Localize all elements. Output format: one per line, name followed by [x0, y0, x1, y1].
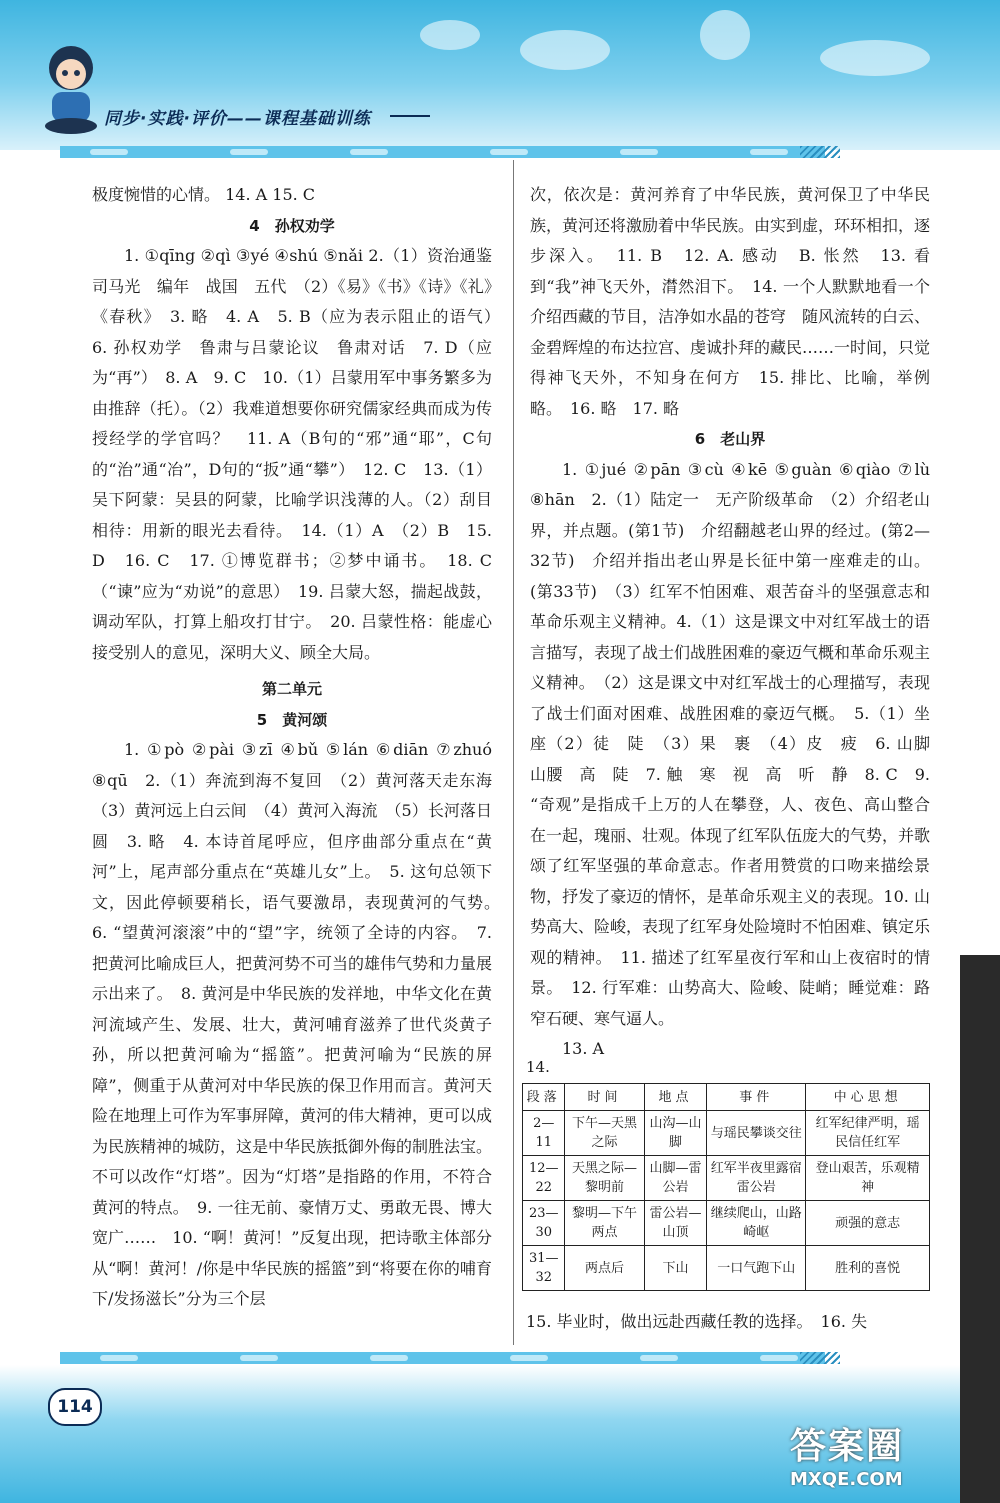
lesson-6-answers: 1. ①jué ②pān ③cù ④kē ⑤guàn ⑥qiào ⑦lù ⑧hān 2.（1）陆定一 无产阶级革命 （2）介绍老山界，并点题。(第1节) 介绍翻越老山界的经过。(第2—32节) 介绍并指出老山界是长征中第一座难走的山。(第33节) （3）红军不怕困难、艰苦奋斗的坚强意志和革命乐观主义精神。4.（1）这是课文中对红军战士的语言描写，表现了战士们战胜困难的豪迈气概和革命乐观主义精神。 （2）这是课文中对红军战士的心理描写，表现了战士们面对困难、战胜困难的豪迈气概。 5.（1）坐 座（2）徒 陡 （3）果 裹 （4）皮 疲 6. 山脚 山腰 高 陡 7. 触 寒 视 高 听 静 8. C 9. “奇观”是指成千上万的人在攀登，人、夜色、高山整合在一起，瑰丽、壮观。体现了红军队伍庞大的气势，并歌颂了红军坚强的革命意志。作者用赞赏的口吻来描绘景物，抒发了豪迈的情怀，是革命乐观主义的表现。10. 山势高大、险峻，表现了红军身处险境时不怕困难、镇定乐观的精神。 11. 描述了红军星夜行军和山上夜宿时的情景。 12. 行军难：山势高大、险峻、陡峭；睡觉难：路窄石硬、寒气逼人。 — [530, 459, 947, 1028]
series-title: 同步·实践·评价——课程基础训练 — [104, 109, 371, 129]
site-watermark — [790, 1418, 980, 1490]
table-cell: 两点后 — [565, 1246, 644, 1291]
table-header-cell: 时间 — [565, 1084, 644, 1111]
table-cell: 黎明—下午两点 — [565, 1201, 644, 1246]
table-cell: 12—22 — [523, 1156, 565, 1201]
watermark-site: MXQE.COM — [790, 1469, 903, 1490]
table-cell: 与瑶民攀谈交往 — [707, 1111, 806, 1156]
right-paragraph-1: 次，依次是：黄河养育了中华民族，黄河保卫了中华民族，黄河还将激励着中华民族。由实到虚，环环相扣，逐步深入。 11. B 12. A. 感动 B. 怅然 13. 看到“我”神飞天外，潸然泪下。 14. 一个人默默地看一个介绍西藏的节目，洁净如水晶的苍穹 随风流转的白云、金碧辉煌的布达拉宫、虔诚扑拜的藏民……一时间，只觉得神飞天外，不知身在何方 15. 排比、比喻，举例 略。 16. 略 17. 略 — [530, 185, 947, 418]
table-cell: 23—30 — [523, 1201, 565, 1246]
table-cell: 山脚—雷公岩 — [644, 1156, 707, 1201]
right-column — [530, 180, 947, 1065]
cartoon-mascot-icon — [40, 42, 102, 134]
table-cell: 继续爬山，山路崎岖 — [707, 1201, 806, 1246]
column-divider — [513, 160, 514, 1345]
unit-2-heading: 第二单元 — [261, 680, 322, 698]
table-cell: 雷公岩—山顶 — [644, 1201, 707, 1246]
table-cell: 红军纪律严明，瑶民信任红军 — [806, 1111, 930, 1156]
title-underline-arrow — [390, 115, 430, 117]
table-cell: 红军半夜里露宿雷公岩 — [707, 1156, 806, 1201]
lesson-5-answers: 1. ①pò ②pài ③zī ④bǔ ⑤lán ⑥diān ⑦zhuó ⑧qū 2.（1）奔流到海不复回 （2）黄河落天走东海 （3）黄河远上白云间 （4）黄河入海流 （5）长河落日圆 3. 略 4. 本诗首尾呼应，但序曲部分重点在“黄河”上，尾声部分重点在“英雄儿女”上。 5. 这句总领下文，因此停顿要稍长，语气要激昂，表现黄河的气势。 6. “望黄河滚滚”中的“望”字，统领了全诗的内容。 7. 把黄河比喻成巨人，把黄河势不可当的雄伟气势和力量展示出来了。 8. 黄河是中华民族的发祥地，中华文化在黄河流域产生、发展、壮大，黄河哺育滋养了世代炎黄子孙，所以把黄河喻为“摇篮”。把黄河喻为“民族的屏障”，侧重于从黄河对中华民族的保卫作用而言。黄河天险在地理上可作为军事屏障，黄河的伟大精神，更可以成为民族精神的城防，这是中华民族抵御外侮的制胜法宝。不可以改作“灯塔”。因为“灯塔”是指路的作用，不符合黄河的特点。 9. 一往无前、豪情万丈、勇敢无畏、博大宽广…… 10. “啊！黄河！”反复出现，把诗歌主体部分从“啊！黄河！/你是中华民族的摇篮”到“将要在你的哺育下/发扬滋长”分为三个层 — [92, 740, 509, 1308]
table-row — [523, 1111, 930, 1156]
table-cell: 山沟—山脚 — [644, 1111, 707, 1156]
table-cell: 天黑之际—黎明前 — [565, 1156, 644, 1201]
table-cell: 下午—天黑之际 — [565, 1111, 644, 1156]
bottom-decor-strip — [60, 1352, 825, 1364]
answer-13: 13. A — [562, 1039, 605, 1058]
top-hatch-decoration — [800, 146, 840, 158]
lesson-structure-table — [522, 1083, 930, 1291]
table-header-cell: 事件 — [707, 1084, 806, 1111]
table-cell: 顽强的意志 — [806, 1201, 930, 1246]
table-cell: 下山 — [644, 1246, 707, 1291]
table-cell: 2—11 — [523, 1111, 565, 1156]
page-number: 114 — [48, 1388, 102, 1426]
table-header-cell: 段落 — [523, 1084, 565, 1111]
answers-after-table: 15. 毕业时，做出远赴西藏任教的选择。 16. 失 — [526, 1312, 868, 1331]
lesson-6-heading: 6 老山界 — [694, 430, 766, 448]
table-label: 14. — [526, 1058, 550, 1076]
table-header-row — [523, 1084, 930, 1111]
table-header-cell: 中心思想 — [806, 1084, 930, 1111]
watermark-logo-text: 答案圈 — [790, 1426, 905, 1467]
lesson-4-heading: 4 孙权劝学 — [249, 216, 335, 235]
left-paragraph-1: 极度惋惜的心情。 14. A 15. C — [92, 185, 316, 204]
table-row — [523, 1201, 930, 1246]
table-cell: 登山艰苦，乐观精神 — [806, 1156, 930, 1201]
left-column — [92, 180, 509, 1315]
top-decor-strip — [60, 146, 825, 158]
table-cell: 胜利的喜悦 — [806, 1246, 930, 1291]
table-cell: 一口气跑下山 — [707, 1246, 806, 1291]
table-header-cell: 地点 — [644, 1084, 707, 1111]
table-cell: 31—32 — [523, 1246, 565, 1291]
lesson-4-answers: 1. ①qīng ②qì ③yé ④shú ⑤nǎi 2.（1）资治通鉴 司马光 编年 战国 五代 （2）《易》《书》《诗》《礼》《春秋》 3. 略 4. A 5. B（应为表示阻止的语气） 6. 孙权劝学 鲁肃与吕蒙论议 鲁肃对话 7. D（应为“再”） 8. A 9. C 10.（1）吕蒙用军中事务繁多为由推辞（托）。（2）我难道想要你研究儒家经典而成为传授经学的学官吗？ 11. A（B句的“邪”通“耶”，C句的“治”通“冶”，D句的“扳”通“攀”） 12. C 13.（1）吴下阿蒙：吴县的阿蒙，比喻学识浅薄的人。（2）刮目相待：用新的眼光去看待。 14.（1）A （2）B 15. D 16. C 17. ①博览群书；②梦中诵书。 18. C（“谏”应为“劝说”的意思） 19. 吕蒙大怒，揣起战鼓，调动军队，打算上船攻打甘宁。 20. 吕蒙性格：能虚心接受别人的意见，深明大义、顾全大局。 — [92, 246, 509, 662]
lesson-5-heading: 5 黄河颂 — [256, 710, 328, 729]
bottom-hatch-decoration — [800, 1352, 840, 1364]
table-row — [523, 1246, 930, 1291]
table-row — [523, 1156, 930, 1201]
